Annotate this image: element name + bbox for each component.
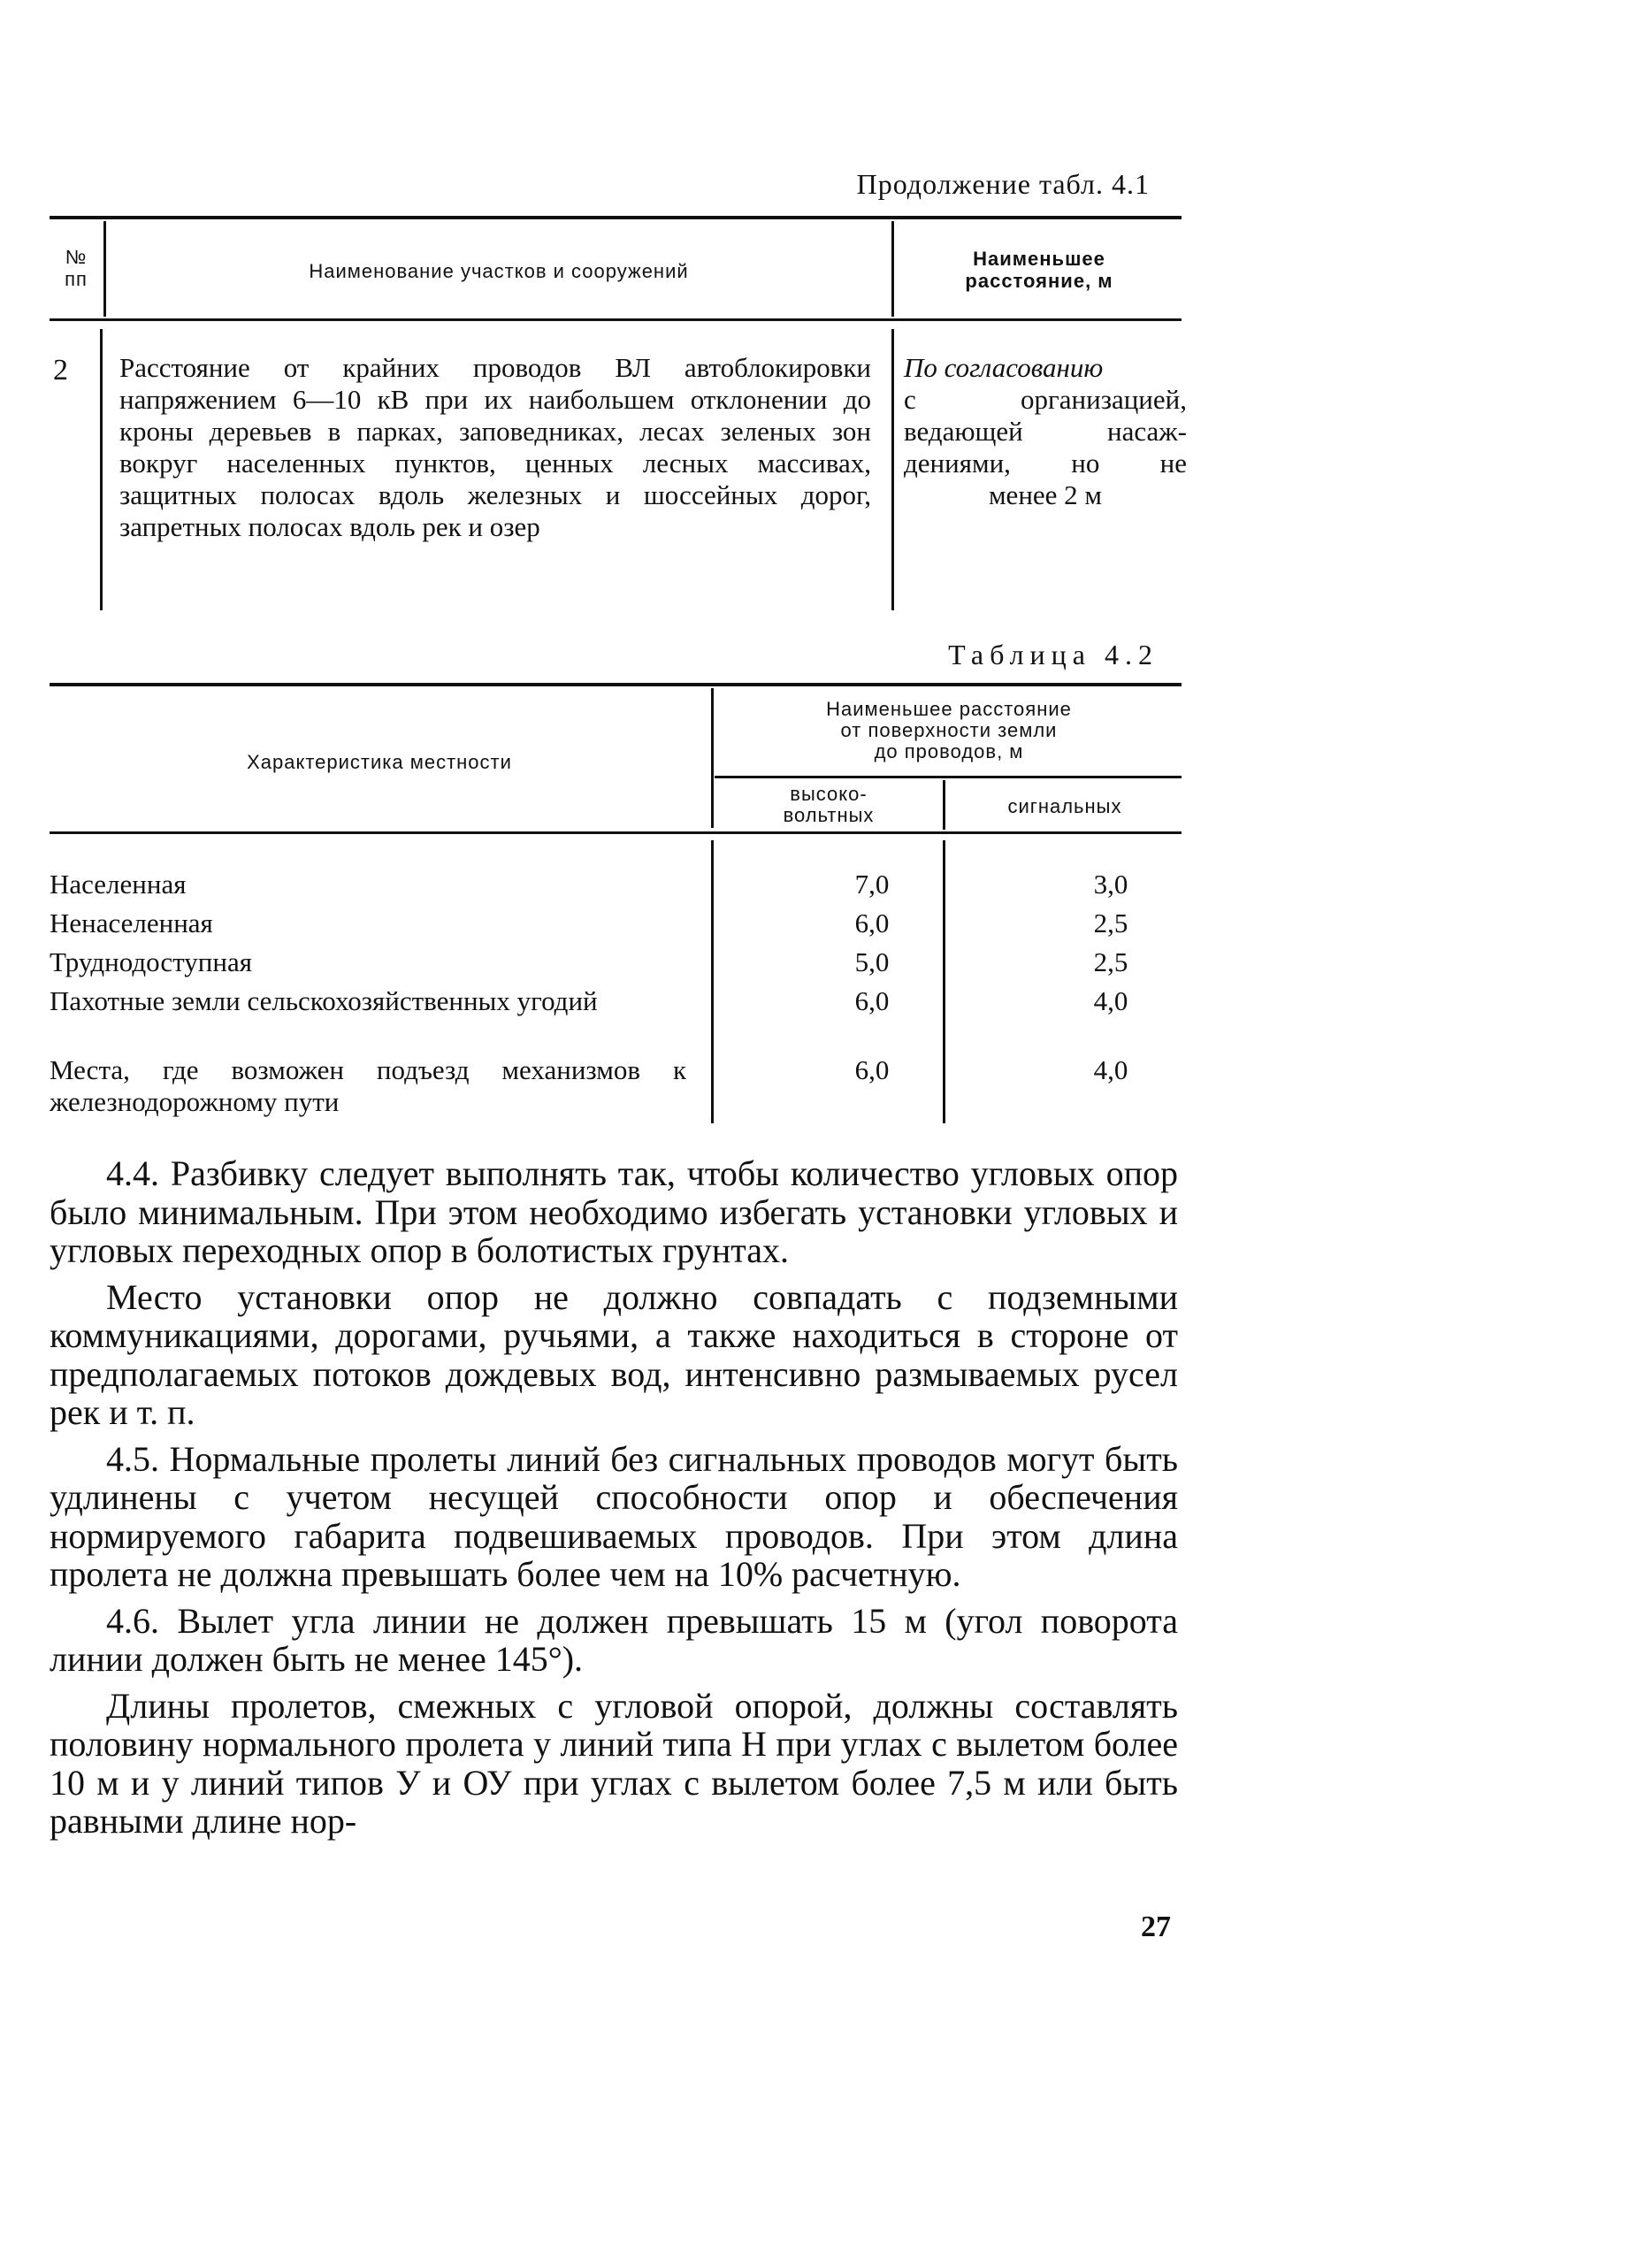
table1-col-divider-2-body [891,329,894,610]
distance-line: дениями, но не [904,448,1187,479]
row-name: Труднодоступная [50,946,253,977]
body-text [50,1154,1178,1849]
table1-header-rule [50,318,1182,321]
row-high: 7,0 [854,869,890,900]
table2-header-highvoltage: высоко- вольтных [783,783,875,826]
row-name: Места, где возможен подъезд механизмов к железнодорожному пути [50,1054,686,1117]
row-high: 6,0 [854,1054,890,1085]
table1-row-text: Расстояние от крайних проводов ВЛ автоблокировки напряжением 6—10 кВ при их наибольшем отклонении до кроны деревьев в парках, заповедниках, лесах зеленых зон вокруг населенных пунктов, ценных лесных массивах, защитных полосах вдоль железных и шоссейных дорог, запретных полосах вдоль рек и озер [119,352,871,542]
table1-col-divider-1-body [100,329,103,610]
row-high: 6,0 [854,908,890,938]
distance-line: ведающей насаж- [904,416,1187,447]
row-name: Ненаселенная [50,908,213,938]
row-high: 5,0 [854,946,890,977]
page-number: 27 [1141,1911,1171,1943]
table1-header-num: № пп [65,246,88,290]
row-signal: 2,5 [1093,946,1128,977]
row-signal: 2,5 [1093,908,1128,938]
row-name: Населенная [50,869,187,900]
row-high: 6,0 [854,985,890,1016]
distance-line: с организацией, [904,384,1187,415]
table2-header-group: Наименьшее расстояние от поверхности земли до проводов, м [826,698,1072,762]
table2-header-signal: сигнальных [1007,795,1122,817]
paragraph-placement: Место установки опор не должно совпадать с подземными коммуникациями, дорогами, ручьями, а также находиться в стороне от предполагаемых потоков дождевых вод, интенсивно размываемых русел рек и т. п. [50,1276,1178,1432]
row-signal: 4,0 [1093,1054,1128,1085]
row-signal: 4,0 [1093,985,1128,1016]
table2-top-rule [50,683,1182,686]
distance-line: По согласованию [904,352,1104,383]
paragraph-4-5: 4.5. Нормальные пролеты линий без сигнальных проводов могут быть удлинены с учетом несущей способности опор и обеспечения нормируемого габарита подвешиваемых проводов. При этом длина пролета не должна превышать более чем на 10% расчетную. [50,1438,1178,1594]
table2-header-rule [50,831,1182,834]
table2-col-divider-2 [943,780,945,830]
paragraph-span-lengths: Длины пролетов, смежных с угловой опорой, должны составлять половину нормального пролета у линий типа Н при углах с вылетом более 10 м и у линий типов У и ОУ при углах с вылетом более 7,5 м или быть равными длине нор- [50,1685,1178,1841]
table1-col-divider-1 [103,221,106,317]
table2-caption: Таблица 4.2 [948,639,1159,670]
paragraph-4-6: 4.6. Вылет угла линии не должен превышать 15 м (угол поворота линии должен быть не менее 145°). [50,1600,1178,1679]
distance-line: менее 2 м [988,479,1103,510]
table1-header-name: Наименование участков и сооружений [309,260,689,282]
table2-col-divider-1 [711,688,714,828]
table1-top-rule [50,216,1182,219]
table1-row-distance [904,352,1187,511]
table2-subgroup-rule [715,776,1182,778]
paragraph-4-4: 4.4. Разбивку следует выполнять так, чтобы количество угловых опор было минимальным. При этом необходимо избегать установки угловых и угловых переходных опор в болотистых грунтах. [50,1153,1178,1270]
table2-col-divider-2-body [943,840,945,1123]
table-continuation-caption: Продолжение табл. 4.1 [856,168,1150,200]
table1-col-divider-2 [891,221,894,317]
table2-col-divider-1-body [711,840,714,1123]
table2-header-characteristic: Характеристика местности [247,751,512,773]
table1-header-distance: Наименьшее расстояние, м [965,248,1113,292]
row-name: Пахотные земли сельскохозяйственных угодий [50,985,598,1016]
row-signal: 3,0 [1093,869,1128,900]
table1-row-number: 2 [53,354,68,387]
